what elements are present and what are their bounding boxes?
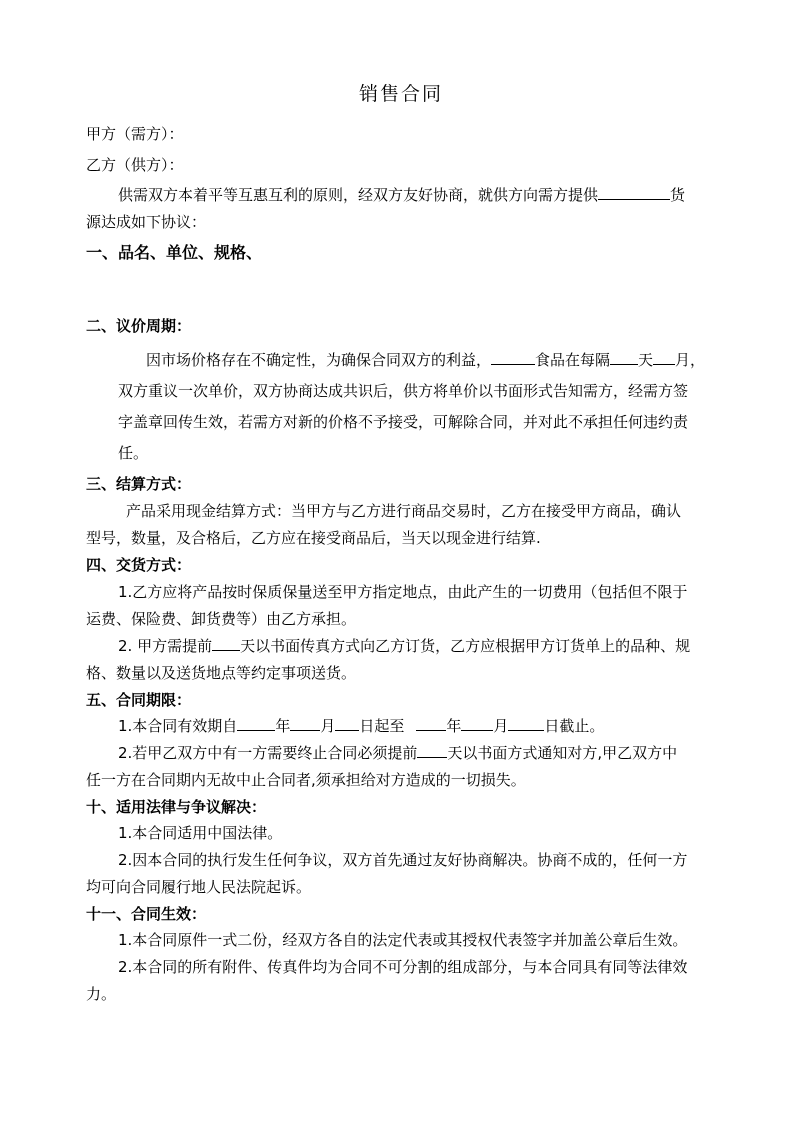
section-10-heading: 十、适用法律与争议解决： [86,798,267,816]
intro-line-1 [118,185,685,205]
section-2-line-1 [146,350,705,370]
section-11-item-2-line-2: 力。 [86,985,117,1003]
section-2-line-3: 字盖章回传生效，若需方对新的价格不予接受，可解除合同，并对此不承担任何违约责 [118,413,689,431]
section-4-item-1-line-1: 1.乙方应将产品按时保质保量送至甲方指定地点，由此产生的一切费用（包括但不限于 [118,583,688,601]
section-11-item-1: 1.本合同原件一式二份，经双方各自的法定代表或其授权代表签字并加盖公章后生效。 [118,931,688,949]
end-day-blank [508,716,544,731]
section-5-item-1 [118,716,604,736]
party-b-label: 乙方（供方）： [86,156,184,174]
section-2-text: 食品在每隔 [535,351,611,369]
section-5-text: 月 [320,717,336,735]
food-blank [491,350,535,365]
month-blank [653,350,675,365]
section-5-text: 年 [446,717,462,735]
section-2-line-4: 任。 [118,444,149,462]
start-month-blank [290,716,320,731]
section-5-heading: 五、合同期限： [86,691,192,709]
party-a-label: 甲方（需方）： [86,125,184,143]
section-11-heading: 十一、合同生效： [86,905,207,923]
intro-text: 供需双方本着平等互惠互利的原则，经双方友好协商，就供方向需方提供 [118,186,599,204]
end-year-blank [416,716,446,731]
section-2-line-2: 双方重议一次单价，双方协商达成共识后，供方将单价以书面形式告知需方，经需方签 [118,382,689,400]
section-10-item-1: 1.本合同适用中国法律。 [118,824,283,842]
section-5-text: 日起至 [359,717,405,735]
section-2-heading: 二、议价周期： [86,317,192,335]
page-title: 销售合同 [359,83,444,105]
section-1-heading: 一、品名、单位、规格、 [86,243,263,262]
goods-blank [598,185,670,200]
advance-days-blank [212,636,240,651]
section-5-text: 天以书面方式通知对方,甲乙双方中 [447,744,678,762]
intro-line-2: 源达成如下协议： [86,213,207,231]
start-year-blank [237,716,275,731]
section-4-item-2-line-2: 格、数量以及送货地点等约定事项送货。 [86,664,357,682]
section-4-item-1-line-2: 运费、保险费、卸货费等）由乙方承担。 [86,610,357,628]
section-3-line-2: 型号，数量，及合格后，乙方应在接受商品后，当天以现金进行结算. [86,529,541,547]
intro-text-end: 货 [670,186,686,204]
section-2-text: 月， [675,351,706,369]
section-10-item-2-line-1: 2.因本合同的执行发生任何争议，双方首先通过友好协商解决。协商不成的，任何一方 [118,851,688,869]
section-11-item-2-line-1: 2.本合同的所有附件、传真件均为合同不可分割的组成部分，与本合同具有同等法律效 [118,958,688,976]
days-blank [610,350,638,365]
section-5-text: 月 [493,717,509,735]
section-5-text: 日截止。 [544,717,605,735]
section-5-text: 2.若甲乙双方中有一方需要终止合同必须提前 [118,744,418,762]
section-4-text: 2. 甲方需提前 [118,637,213,655]
section-4-heading: 四、交货方式： [86,556,192,574]
end-month-blank [461,716,493,731]
section-4-item-2-line-1 [118,636,690,656]
section-5-text: 1.本合同有效期自 [118,717,238,735]
section-5-item-2-line-2: 任一方在合同期内无故中止合同者,须承担给对方造成的一切损失。 [86,771,526,789]
section-10-item-2-line-2: 均可向合同履行地人民法院起诉。 [86,878,312,896]
section-5-item-2-line-1 [118,743,677,763]
section-2-text: 天 [638,351,654,369]
section-3-heading: 三、结算方式： [86,475,192,493]
section-3-line-1: 产品采用现金结算方式：当甲方与乙方进行商品交易时，乙方在接受甲方商品，确认 [126,502,682,520]
section-5-text: 年 [275,717,291,735]
section-4-text: 天以书面传真方式向乙方订货，乙方应根据甲方订货单上的品种、规 [240,637,691,655]
start-day-blank [335,716,359,731]
section-2-text: 因市场价格存在不确定性，为确保合同双方的利益， [146,351,492,369]
notice-days-blank [417,743,447,758]
